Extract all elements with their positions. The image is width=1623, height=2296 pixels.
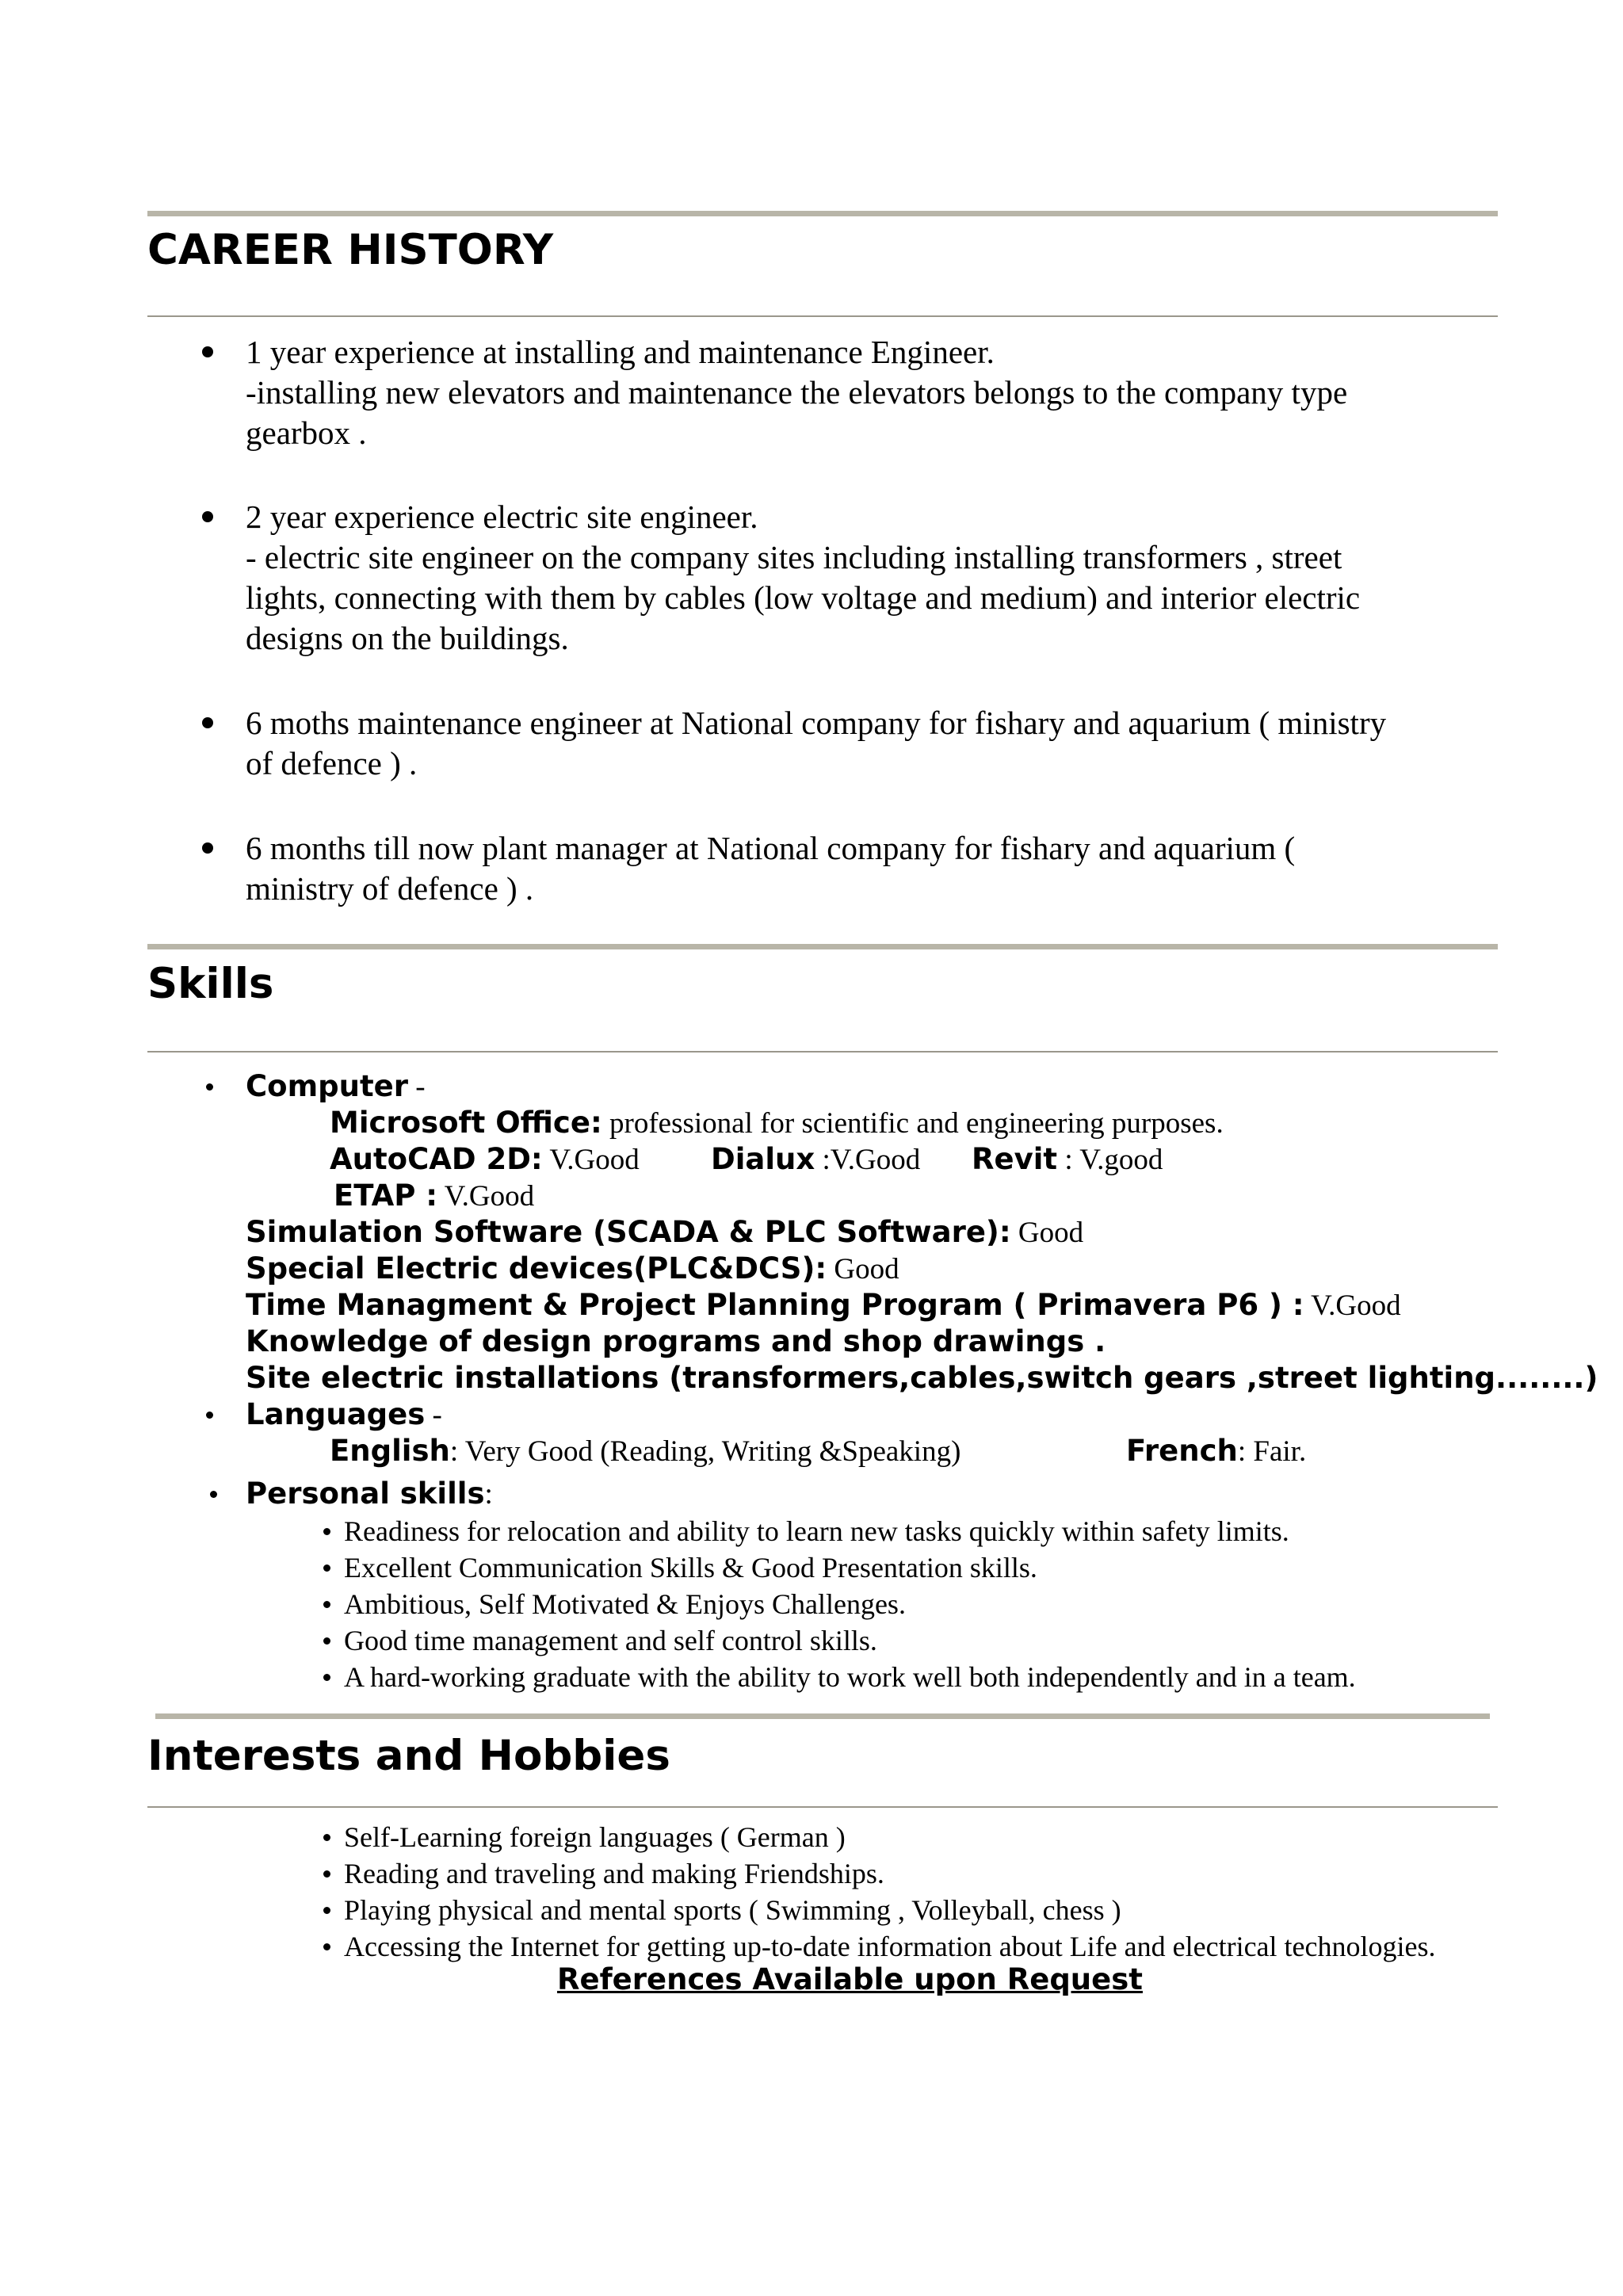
ms-office-value: professional for scientific and engineering purposes. [601, 1107, 1224, 1140]
french-value: : Fair. [1237, 1435, 1307, 1468]
etap-value: V.Good [437, 1180, 535, 1213]
time-label: Time Managment & Project Planning Program ( Primavera P6 ) : [246, 1288, 1304, 1322]
personal-dot-3 [323, 1601, 330, 1608]
section-rule-career-top [147, 211, 1498, 216]
career-item-2-line-3: lights, connecting with them by cables (low voltage and medium) and interior electric [246, 579, 1361, 616]
site-line [246, 1360, 1598, 1397]
career-bullet-2 [202, 511, 213, 522]
english-label: English [330, 1434, 450, 1468]
revit-label: Revit [972, 1142, 1058, 1176]
hobby-item-2: Reading and traveling and making Friendships. [344, 1858, 884, 1889]
career-bullet-1 [202, 346, 213, 357]
computer-line [246, 1068, 426, 1106]
french-label: French [1126, 1434, 1238, 1468]
hobby-item-3: Playing physical and mental sports ( Swimming , Volleyball, chess ) [344, 1894, 1121, 1926]
career-item-4-line-1: 6 months till now plant manager at National company for fishary and aquarium ( [246, 830, 1296, 866]
personal-item-4: Good time management and self control skills. [344, 1625, 877, 1656]
revit-value: : V.good [1057, 1144, 1163, 1176]
personal-dot-4 [323, 1637, 330, 1645]
personal-line [246, 1476, 493, 1513]
dialux-line [711, 1141, 920, 1179]
career-item-2-line-2: - electric site engineer on the company sites including installing transformers , street [246, 539, 1342, 575]
career-item-2-line-1: 2 year experience electric site engineer. [246, 499, 758, 535]
languages-label: Languages [246, 1397, 426, 1431]
dialux-value: :V.Good [815, 1144, 921, 1176]
english-value: : Very Good (Reading, Writing &Speaking) [449, 1435, 961, 1468]
languages-line [246, 1396, 442, 1434]
career-item-3-line-1: 6 moths maintenance engineer at National company for fishary and aquarium ( ministry [246, 705, 1387, 741]
skills-bullet-personal [210, 1491, 217, 1498]
french-line [1126, 1433, 1306, 1470]
english-line [330, 1433, 960, 1470]
career-bullet-3 [202, 717, 213, 728]
knowledge-line [246, 1324, 1106, 1361]
ms-office-line [330, 1105, 1224, 1142]
hobby-item-4: Accessing the Internet for getting up-to-date information about Life and electrical technologies. [344, 1931, 1436, 1962]
revit-line [972, 1141, 1163, 1179]
simulation-value: Good [1010, 1217, 1084, 1249]
career-item-1-line-3: gearbox . [246, 415, 367, 451]
simulation-line [246, 1214, 1083, 1251]
personal-dot-2 [323, 1564, 330, 1572]
career-item-4-line-2: ministry of defence ) . [246, 870, 534, 907]
special-label: Special Electric devices(PLC&DCS): [246, 1251, 827, 1286]
hobbies-heading: Interests and Hobbies [147, 1732, 670, 1780]
ms-office-label: Microsoft Office: [330, 1106, 602, 1140]
section-rule-hobbies-bottom [147, 1806, 1498, 1808]
computer-dash: - [407, 1071, 426, 1103]
section-rule-skills-bottom [147, 1051, 1498, 1052]
skills-bullet-languages [206, 1412, 213, 1419]
personal-item-5: A hard-working graduate with the ability to work well both independently and in a team. [344, 1661, 1356, 1693]
special-value: Good [827, 1253, 899, 1286]
hobby-dot-4 [323, 1943, 330, 1950]
career-item-3-line-2: of defence ) . [246, 745, 418, 781]
hobby-dot-1 [323, 1834, 330, 1841]
autocad-label: AutoCAD 2D: [330, 1142, 543, 1176]
personal-colon: : [484, 1478, 493, 1511]
hobby-dot-2 [323, 1870, 330, 1878]
knowledge-label: Knowledge of design programs and shop drawings . [246, 1324, 1106, 1358]
site-label: Site electric installations (transformers,cables,switch gears ,street lighting........) [246, 1361, 1598, 1395]
personal-item-3: Ambitious, Self Motivated & Enjoys Challenges. [344, 1588, 906, 1620]
career-bullet-4 [202, 842, 213, 854]
simulation-label: Simulation Software (SCADA & PLC Software): [246, 1215, 1011, 1249]
autocad-value: V.Good [542, 1144, 640, 1176]
career-heading: CAREER HISTORY [147, 226, 554, 274]
personal-item-2: Excellent Communication Skills & Good Presentation skills. [344, 1552, 1037, 1584]
section-rule-career-bottom [147, 315, 1498, 317]
personal-dot-1 [323, 1528, 330, 1535]
references-note: References Available upon Request [557, 1962, 1143, 1996]
career-item-1-line-2: -installing new elevators and maintenance the elevators belongs to the company type [246, 374, 1348, 411]
languages-dash: - [425, 1399, 442, 1431]
etap-label: ETAP : [334, 1179, 438, 1213]
computer-label: Computer [246, 1069, 408, 1103]
section-rule-hobbies-top [155, 1713, 1490, 1719]
career-item-2-line-4: designs on the buildings. [246, 620, 569, 656]
hobby-dot-3 [323, 1907, 330, 1914]
personal-dot-5 [323, 1674, 330, 1681]
time-value: V.Good [1304, 1289, 1401, 1322]
etap-line [334, 1178, 534, 1215]
personal-item-1: Readiness for relocation and ability to learn new tasks quickly within safety limits. [344, 1515, 1289, 1547]
autocad-line [330, 1141, 640, 1179]
personal-label: Personal skills [246, 1477, 485, 1511]
skills-bullet-computer [206, 1083, 213, 1091]
skills-heading: Skills [147, 960, 274, 1008]
career-item-1-line-1: 1 year experience at installing and maintenance Engineer. [246, 334, 995, 370]
section-rule-skills-top [147, 944, 1498, 949]
dialux-label: Dialux [711, 1142, 815, 1176]
special-line [246, 1251, 899, 1288]
hobby-item-1: Self-Learning foreign languages ( German ) [344, 1821, 846, 1853]
time-line [246, 1287, 1401, 1324]
